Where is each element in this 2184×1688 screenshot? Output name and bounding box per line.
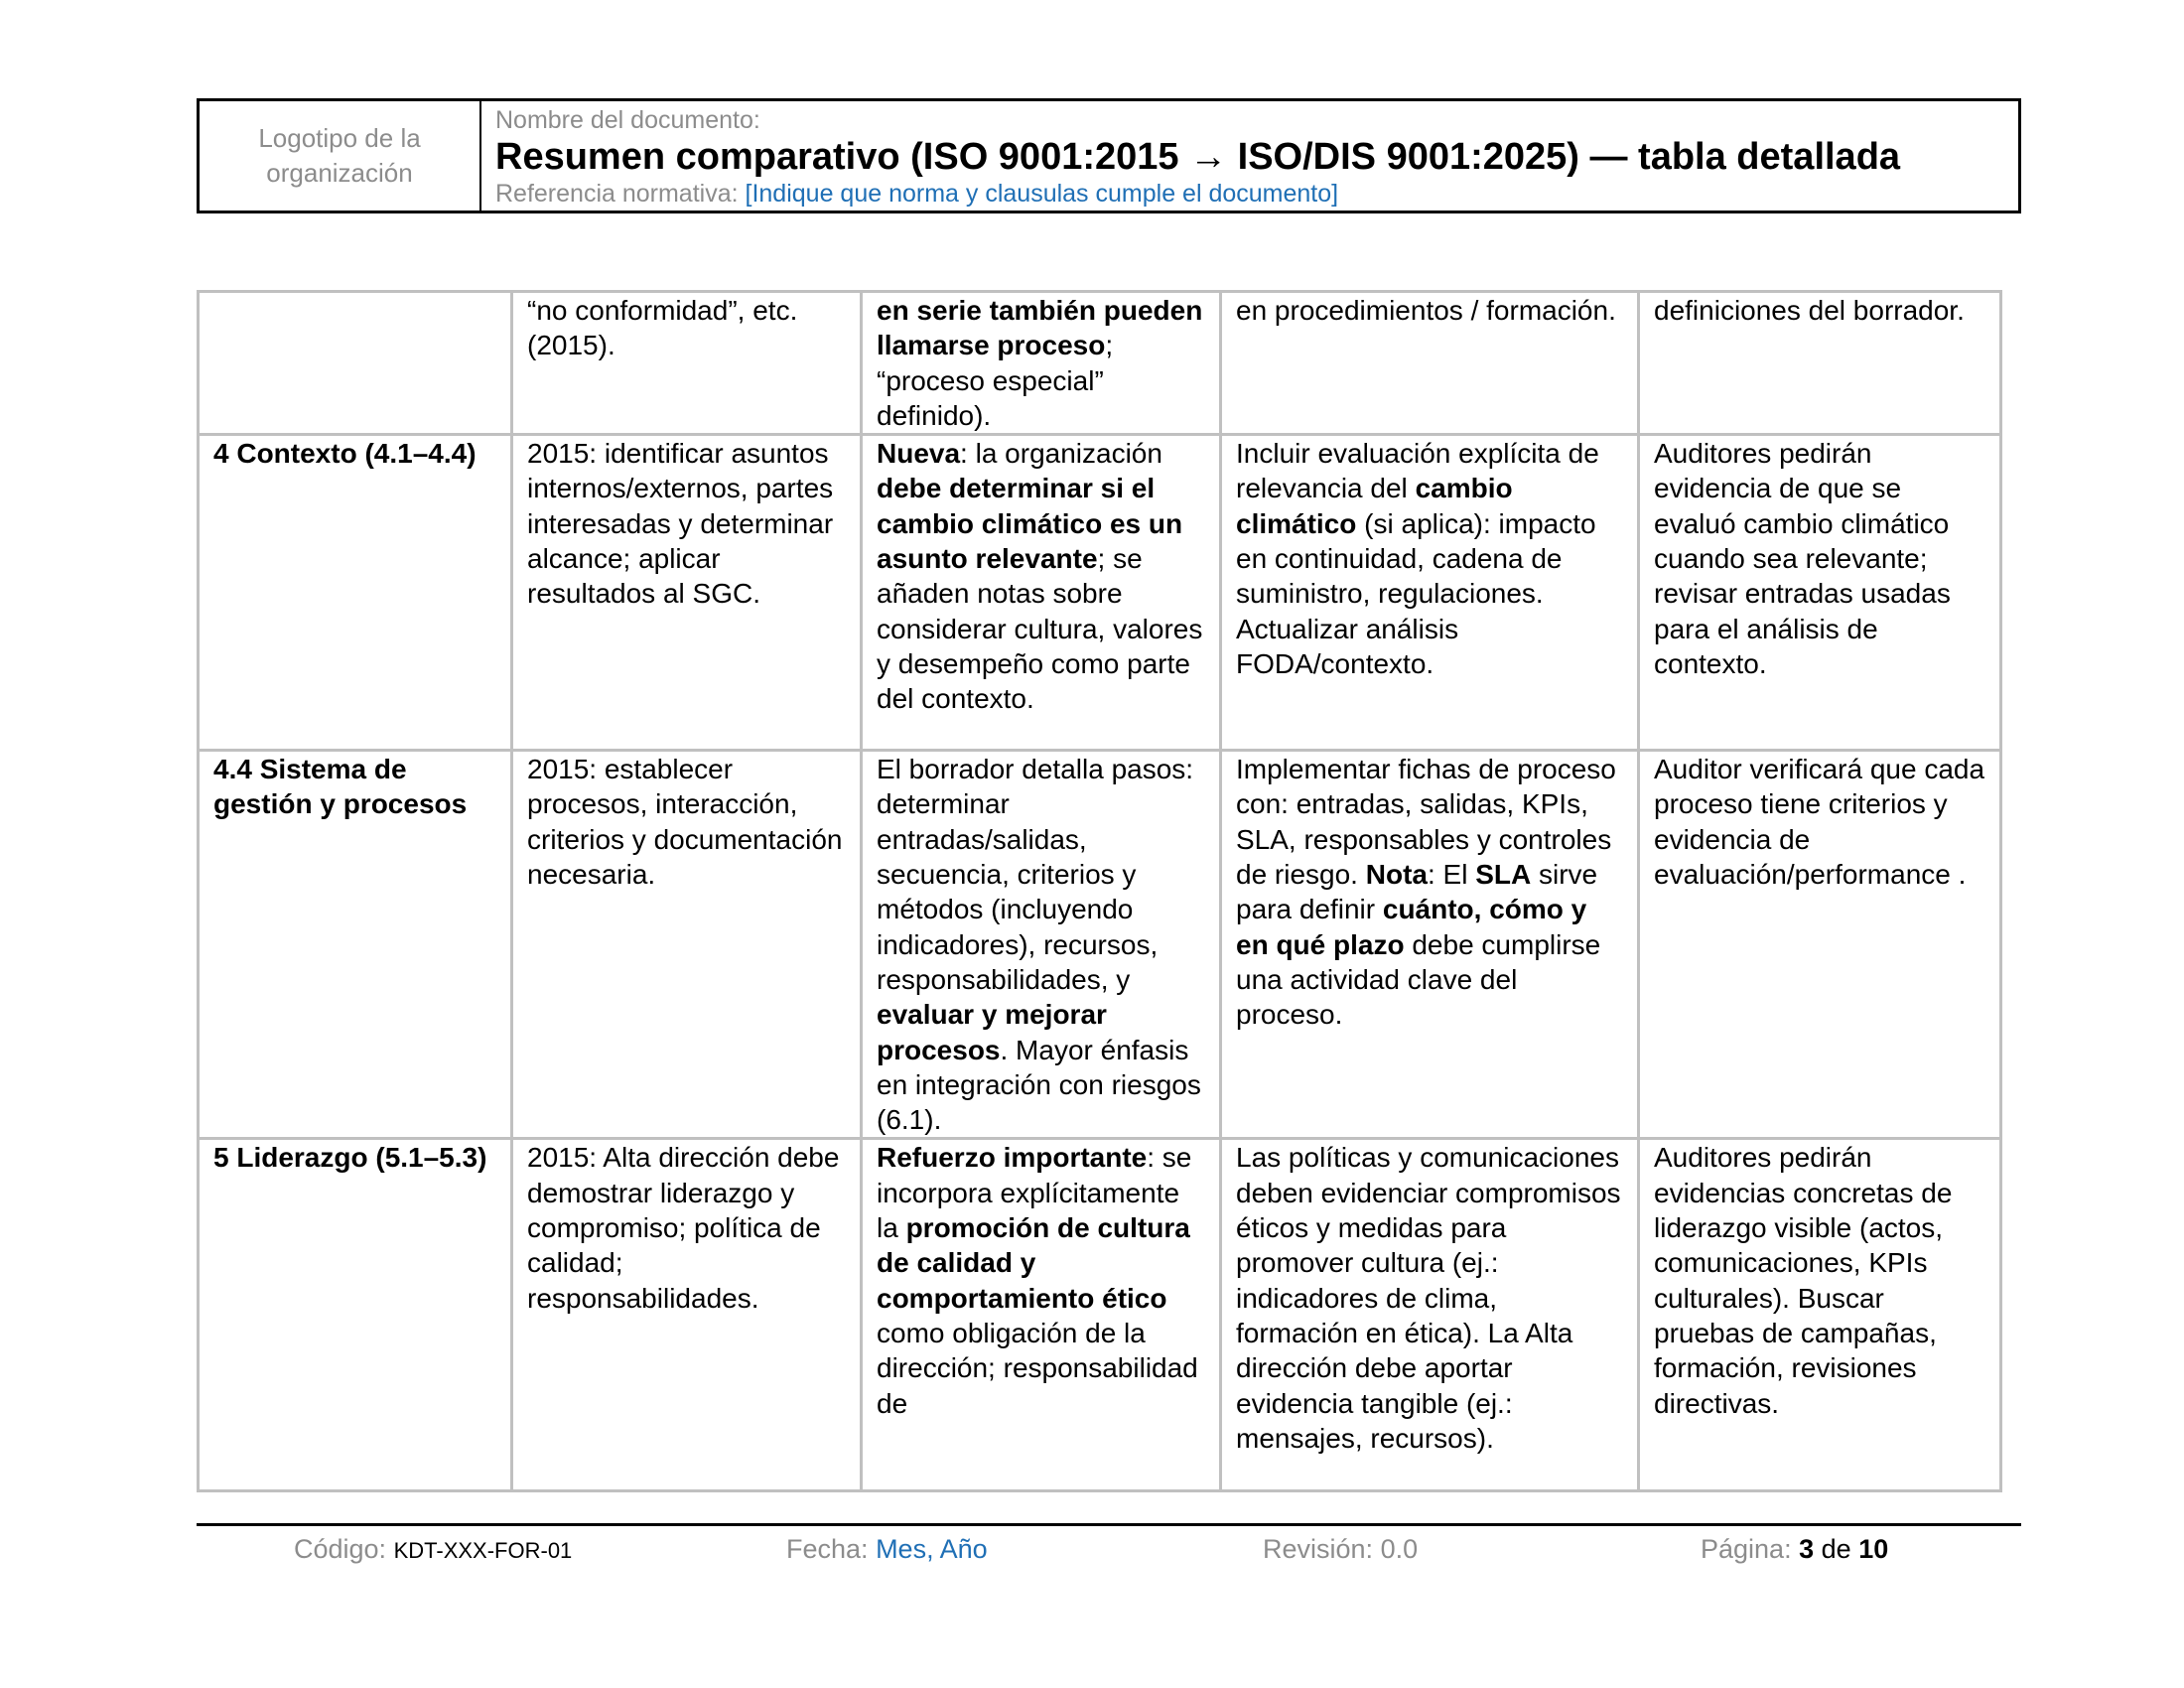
footer-revision-label: Revisión: [1263,1534,1374,1564]
table-cell-2015 [512,1139,862,1491]
table-cell-clause [199,292,512,435]
cell-text: ; se añaden notas sobre considerar cultura, valores y desempeño como parte del contexto. [877,543,1203,715]
table-cell-clause [199,435,512,751]
table-cell-2015 [512,292,862,435]
cell-text-bold: Nota [1365,859,1428,891]
footer-revision [1263,1531,1418,1567]
cell-text-bold: Refuerzo importante [877,1142,1148,1174]
cell-text-bold: Nueva [877,438,961,470]
footer-divider [197,1523,2021,1526]
cell-text: Auditores pedirán evidencias concretas de liderazgo visible (actos, comunicaciones, KPIs culturales). Buscar pruebas de campañas, formación, revisiones directivas. [1654,1142,1953,1419]
table-cell-dis-change [862,292,1221,435]
cell-text: en procedimientos / formación. [1236,295,1616,326]
cell-text: Auditor verificará que cada proceso tiene criterios y evidencia de evaluación/performance . [1654,754,1985,891]
cell-text: : la organización [960,438,1162,470]
table-row [199,292,2001,435]
table-cell-2015 [512,435,862,751]
cell-text: : El [1427,859,1476,891]
cell-text: Incluir evaluación explícita de relevancia del [1236,438,1599,504]
cell-text-bold: 4 Contexto (4.1–4.4) [213,438,477,470]
cell-text: sirve para definir [1236,859,1598,925]
footer-date [786,1531,988,1567]
cell-text: : se incorpora explícitamente la [877,1142,1192,1244]
cell-text: definiciones del borrador. [1654,295,1965,326]
cell-text-bold: 4.4 Sistema de gestión y procesos [213,754,468,820]
cell-text: 2015: establecer procesos, interacción, criterios y documentación necesaria. [527,754,843,891]
cell-text: . Mayor énfasis en integración con riesgos (6.1). [877,1034,1201,1136]
table-cell-2015 [512,751,862,1139]
document-name-label: Nombre del documento: [495,106,760,134]
logo-placeholder-line2: organización [266,158,413,188]
table-row [199,435,2001,751]
table-cell-clause [199,1139,512,1491]
document-header [197,98,2021,213]
table-cell-dis-change [862,1139,1221,1491]
footer-date-label: Fecha: [786,1534,869,1564]
table-cell-audit [1639,751,2001,1139]
reference-label: Referencia normativa: [495,180,739,208]
footer-page-total: 10 [1858,1534,1889,1564]
comparison-table [197,290,2002,1492]
cell-text: El borrador detalla pasos: determinar entradas/salidas, secuencia, criterios y métodos (incluyendo indicadores), recursos, responsabilidades, y [877,754,1194,995]
cell-text: “no conformidad”, etc. (2015). [527,295,798,361]
footer-page-label: Página: [1701,1534,1792,1564]
table-cell-action [1221,751,1639,1139]
cell-text: Las políticas y comunicaciones deben evidenciar compromisos éticos y medidas para promover cultura (ej.: indicadores de clima, formación en ética). La Alta dirección debe aportar evidencia tangible (ej.: mensajes, recursos). [1236,1142,1621,1454]
cell-text-bold: cuánto, cómo y en qué plazo [1236,894,1587,960]
table-cell-dis-change [862,751,1221,1139]
cell-text-bold: debe determinar si el cambio climático es un asunto relevante [877,473,1183,575]
footer-page-current: 3 [1799,1534,1815,1564]
document-title: Resumen comparativo (ISO 9001:2015 → ISO/DIS 9001:2025) — tabla detallada [495,136,1901,178]
table-row [199,1139,2001,1491]
logo-placeholder-line1: Logotipo de la [258,123,421,153]
cell-text-bold: en serie también pueden llamarse proceso [877,295,1203,361]
footer-page-of: de [1821,1534,1851,1564]
table-cell-audit [1639,292,2001,435]
table-cell-action [1221,292,1639,435]
footer-code-value: KDT-XXX-FOR-01 [393,1538,573,1563]
footer-date-value: Mes, Año [876,1534,988,1564]
cell-text-bold: SLA [1475,859,1532,891]
cell-text: 2015: identificar asuntos internos/externos, partes interesadas y determinar alcance; aplicar resultados al SGC. [527,438,834,610]
cell-text: Implementar fichas de proceso con: entradas, salidas, KPIs, SLA, responsables y controles de riesgo. [1236,754,1616,891]
reference-line [495,179,2004,209]
cell-text-bold: promoción de cultura de calidad y comportamiento ético [877,1212,1190,1314]
cell-text: (si aplica): impacto en continuidad, cadena de suministro, regulaciones. Actualizar análisis FODA/contexto. [1236,507,1596,679]
logo-placeholder [200,101,481,211]
table-row [199,751,2001,1139]
footer-page [1701,1531,1888,1567]
document-info [481,101,2018,211]
cell-text-bold: cambio climático [1236,473,1513,539]
table-cell-action [1221,435,1639,751]
cell-text: Auditores pedirán evidencia de que se evaluó cambio climático cuando sea relevante; revisar entradas usadas para el análisis de contexto. [1654,438,1951,679]
cell-text-bold: evaluar y mejorar procesos [877,999,1107,1065]
cell-text: como obligación de la dirección; responsabilidad de [877,1317,1198,1419]
cell-text: 2015: Alta dirección debe demostrar liderazgo y compromiso; política de calidad; responsabilidades. [527,1142,840,1314]
cell-text: debe cumplirse una actividad clave del proceso. [1236,928,1601,1031]
footer-code [294,1531,572,1569]
table-cell-audit [1639,1139,2001,1491]
cell-text-bold: 5 Liderazgo (5.1–5.3) [213,1142,487,1174]
table-cell-dis-change [862,435,1221,751]
table-cell-action [1221,1139,1639,1491]
cell-text: ; “proceso especial” definido). [877,330,1114,431]
footer-revision-value: 0.0 [1380,1534,1419,1564]
table-cell-clause [199,751,512,1139]
table-cell-audit [1639,435,2001,751]
reference-value: [Indique que norma y clausulas cumple el documento] [745,180,1339,208]
footer-code-label: Código: [294,1534,387,1564]
